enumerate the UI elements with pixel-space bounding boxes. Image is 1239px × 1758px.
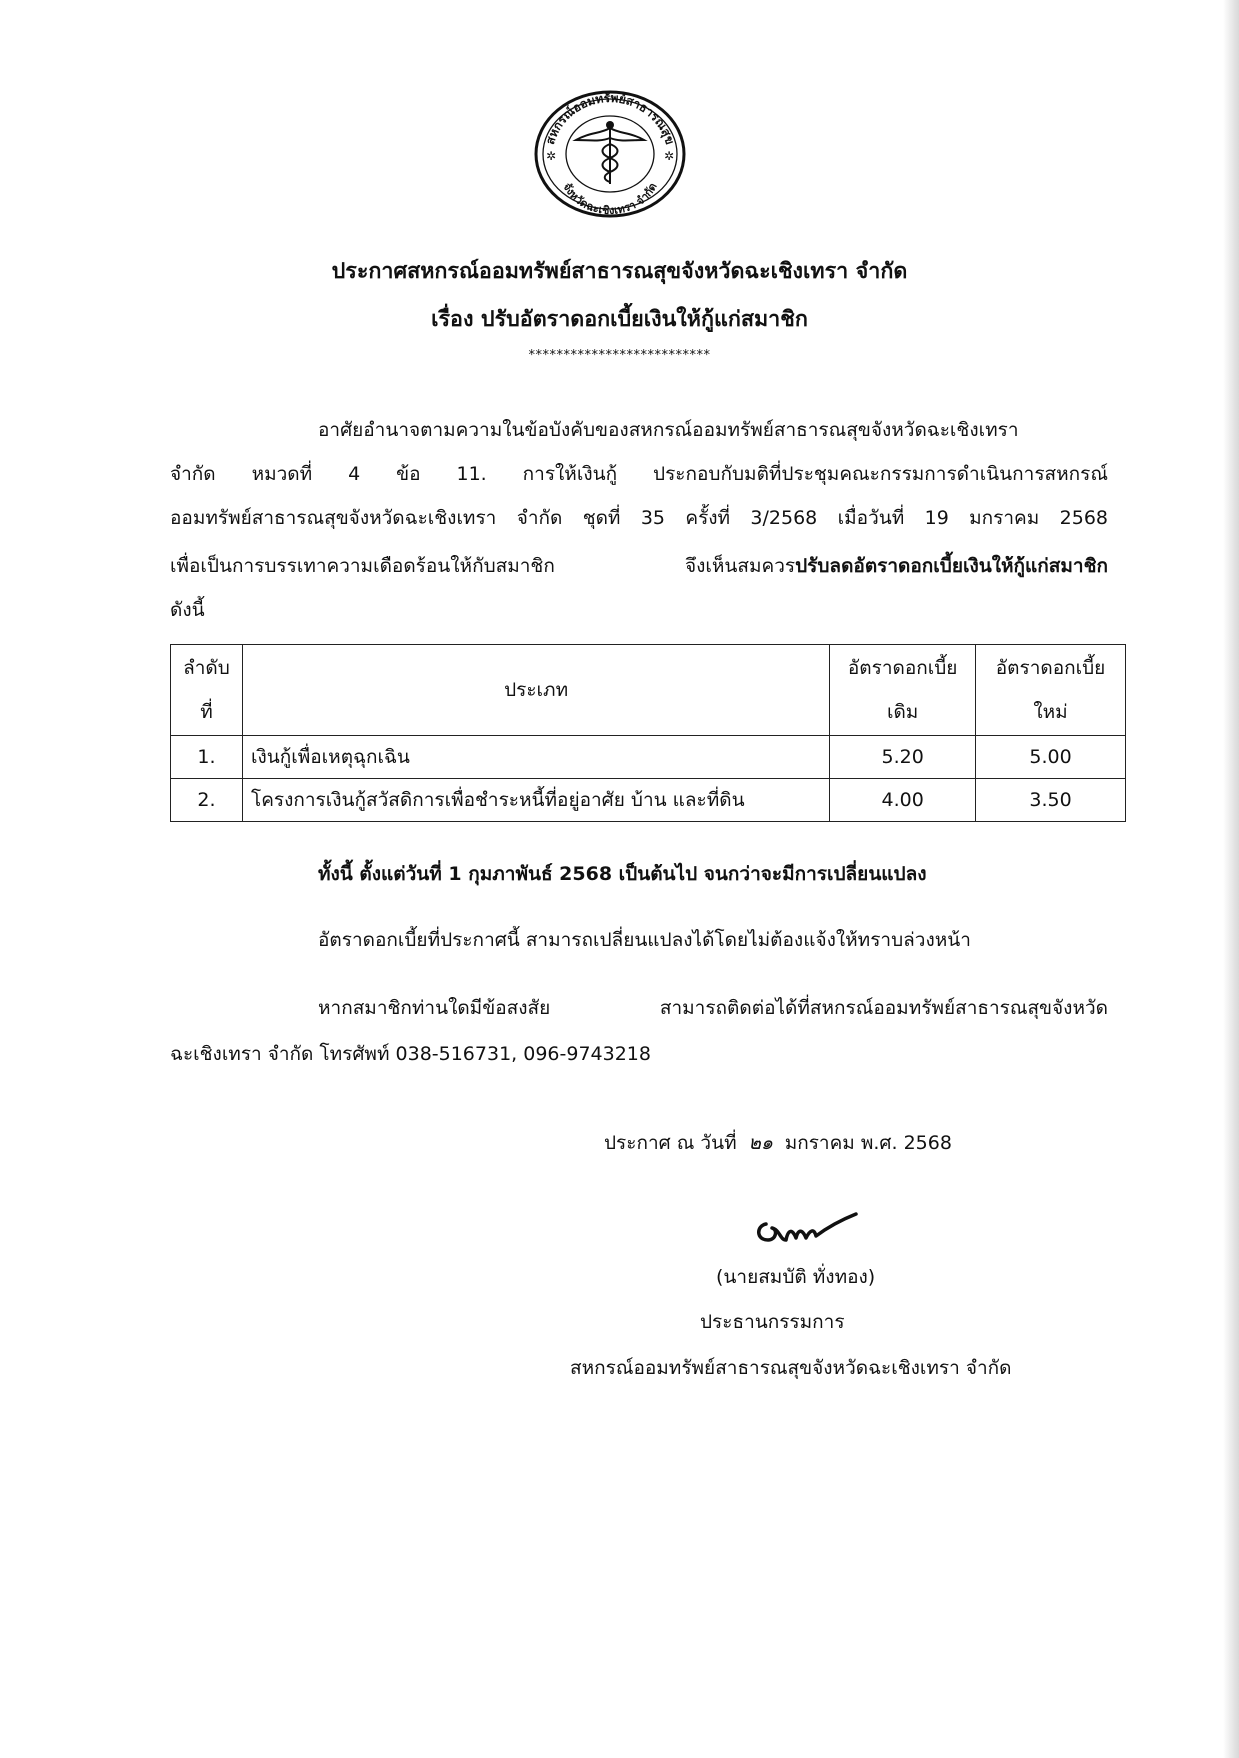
signatory-position: ประธานกรรมการ [700, 1311, 845, 1333]
handwritten-signature [752, 1200, 862, 1248]
table-row [171, 736, 1126, 779]
header-old-line-1: อัตราดอกเบี้ย [847, 657, 958, 679]
body-line-3: ออมทรัพย์สาธารณสุขจังหวัดฉะเชิงเทรา จำกัด ชุดที่ 35 ครั้งที่ 3/2568 เมื่อวันที่ 19 มกราคม 2568 [170, 507, 1108, 529]
row-no: 1. [171, 736, 243, 779]
row-no: 2. [171, 779, 243, 822]
header-no-line-2: ที่ [200, 701, 213, 723]
header-no [171, 645, 243, 736]
svg-text:สหกรณ์ออมทรัพย์สาธารณสุข: สหกรณ์ออมทรัพย์สาธารณสุข [542, 90, 678, 147]
separator-stars: ************************** [528, 348, 711, 363]
announce-date-prefix: ประกาศ ณ วันที่ [604, 1132, 737, 1154]
contact-line-1: หากสมาชิกท่านใดมีข้อสงสัย สามารถติดต่อได้ที่สหกรณ์ออมทรัพย์สาธารณสุขจังหวัด [318, 997, 1108, 1019]
body-line-2: จำกัด หมวดที่ 4 ข้อ 11. การให้เงินกู้ ประกอบกับมติที่ประชุมคณะกรรมการดำเนินการสหกรณ์ [170, 463, 1108, 485]
row-old-rate: 5.20 [830, 736, 976, 779]
notice-text: อัตราดอกเบี้ยที่ประกาศนี้ สามารถเปลี่ยนแปลงได้โดยไม่ต้องแจ้งให้ทราบล่วงหน้า [318, 929, 971, 951]
signatory-name: (นายสมบัติ ทั่งทอง) [716, 1266, 876, 1288]
row-type: เงินกู้เพื่อเหตุฉุกเฉิน [242, 736, 829, 779]
header-type: ประเภท [242, 645, 829, 736]
row-type: โครงการเงินกู้สวัสดิการเพื่อชำระหนี้ที่อยู่อาศัย บ้าน และที่ดิน [242, 779, 829, 822]
announce-day-handwritten: ๒๑ [748, 1132, 773, 1154]
body-line-4 [170, 552, 1108, 580]
svg-text:✲: ✲ [664, 149, 675, 163]
signatory-organization: สหกรณ์ออมทรัพย์สาธารณสุขจังหวัดฉะเชิงเทรา จำกัด [570, 1357, 1012, 1379]
interest-rate-table [170, 644, 1126, 822]
body-line-5: ดังนี้ [170, 599, 205, 621]
table-header-row [171, 645, 1126, 736]
svg-text:จังหวัดฉะเชิงเทรา จำกัด: จังหวัดฉะเชิงเทรา จำกัด [560, 180, 660, 218]
body-line-4-text: เพื่อเป็นการบรรเทาความเดือดร้อนให้กับสมาชิก จึงเห็นสมควร [170, 555, 796, 577]
header-new-rate [976, 645, 1126, 736]
body-line-1: อาศัยอำนาจตามความในข้อบังคับของสหกรณ์ออมทรัพย์สาธารณสุขจังหวัดฉะเชิงเทรา [318, 419, 1019, 441]
body-line-4-emphasis: ปรับลดอัตราดอกเบี้ยเงินให้กู้แก่สมาชิก [795, 555, 1108, 577]
cooperative-seal-logo [530, 88, 690, 220]
header-old-line-2: เดิม [886, 701, 919, 723]
header-old-rate [830, 645, 976, 736]
table-row [171, 779, 1126, 822]
announcement-title: ประกาศสหกรณ์ออมทรัพย์สาธารณสุขจังหวัดฉะเชิงเทรา จำกัด [331, 259, 908, 284]
announcement-subject: เรื่อง ปรับอัตราดอกเบี้ยเงินให้กู้แก่สมาชิก [431, 307, 808, 332]
effective-date-text: ทั้งนี้ ตั้งแต่วันที่ 1 กุมภาพันธ์ 2568 เป็นต้นไป จนกว่าจะมีการเปลี่ยนแปลง [318, 863, 927, 885]
contact-line-2: ฉะเชิงเทรา จำกัด โทรศัพท์ 038-516731, 096-9743218 [170, 1043, 651, 1065]
announce-date-suffix: มกราคม พ.ศ. 2568 [784, 1132, 952, 1154]
header-no-line-1: ลำดับ [183, 657, 230, 679]
header-new-line-1: อัตราดอกเบี้ย [995, 657, 1106, 679]
row-old-rate: 4.00 [830, 779, 976, 822]
header-new-line-2: ใหม่ [1033, 701, 1068, 723]
row-new-rate: 5.00 [976, 736, 1126, 779]
announce-date [604, 1129, 952, 1157]
row-new-rate: 3.50 [976, 779, 1126, 822]
svg-text:✲: ✲ [546, 149, 557, 163]
